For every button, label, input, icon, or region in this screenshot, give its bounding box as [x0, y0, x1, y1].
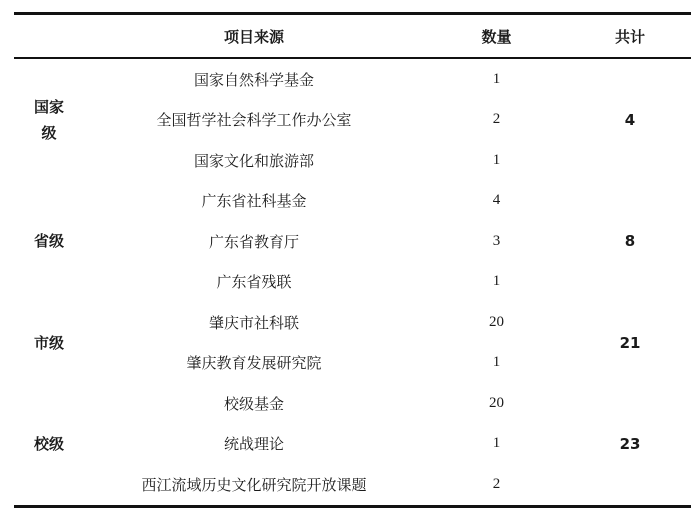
source-cell: 广东省社科基金 [201, 192, 307, 211]
source-cell: 西江流域历史文化研究院开放课题 [141, 475, 367, 494]
total-cell-national: 4 [624, 110, 636, 129]
level-label: 校级 [33, 434, 64, 453]
table-row [14, 181, 691, 222]
source-cell: 国家文化和旅游部 [193, 151, 314, 170]
count-cell: 20 [489, 313, 504, 330]
level-cell-national [14, 58, 84, 181]
count-cell: 4 [492, 192, 501, 209]
header-level [14, 14, 84, 59]
source-cell: 国家自然科学基金 [193, 70, 314, 89]
level-cell-municipal [14, 302, 84, 383]
table-row [14, 302, 691, 343]
header-total: 共计 [614, 27, 645, 46]
count-cell: 1 [492, 273, 501, 290]
count-cell: 2 [492, 475, 501, 492]
level-label: 国家级 [33, 97, 64, 142]
source-cell: 肇庆教育发展研究院 [186, 354, 322, 373]
count-cell: 1 [492, 151, 501, 168]
source-cell: 统战理论 [223, 435, 284, 454]
source-cell: 肇庆市社科联 [208, 313, 299, 332]
header-source: 项目来源 [223, 27, 284, 46]
source-cell: 广东省教育厅 [208, 232, 299, 251]
level-cell-school [14, 383, 84, 506]
count-cell: 1 [492, 354, 501, 371]
level-cell-provincial [14, 181, 84, 303]
project-source-table [14, 12, 691, 508]
total-cell-municipal: 21 [619, 333, 641, 352]
source-cell: 全国哲学社会科学工作办公室 [156, 111, 352, 130]
table-row [14, 58, 691, 100]
header-count: 数量 [481, 27, 512, 46]
table-header [14, 14, 691, 59]
level-label: 省级 [33, 232, 64, 251]
count-cell: 2 [492, 111, 501, 128]
table-body [14, 58, 691, 506]
total-cell-provincial: 8 [624, 232, 636, 251]
source-cell: 校级基金 [223, 394, 284, 413]
count-cell: 3 [492, 232, 501, 249]
table-row [14, 383, 691, 424]
count-cell: 1 [492, 435, 501, 452]
source-cell: 广东省残联 [216, 273, 292, 292]
project-source-table-container [14, 12, 691, 508]
count-cell: 1 [492, 70, 501, 87]
count-cell: 20 [489, 394, 504, 411]
header-row [14, 14, 691, 59]
level-label: 市级 [33, 333, 64, 352]
total-cell-school: 23 [619, 434, 641, 453]
